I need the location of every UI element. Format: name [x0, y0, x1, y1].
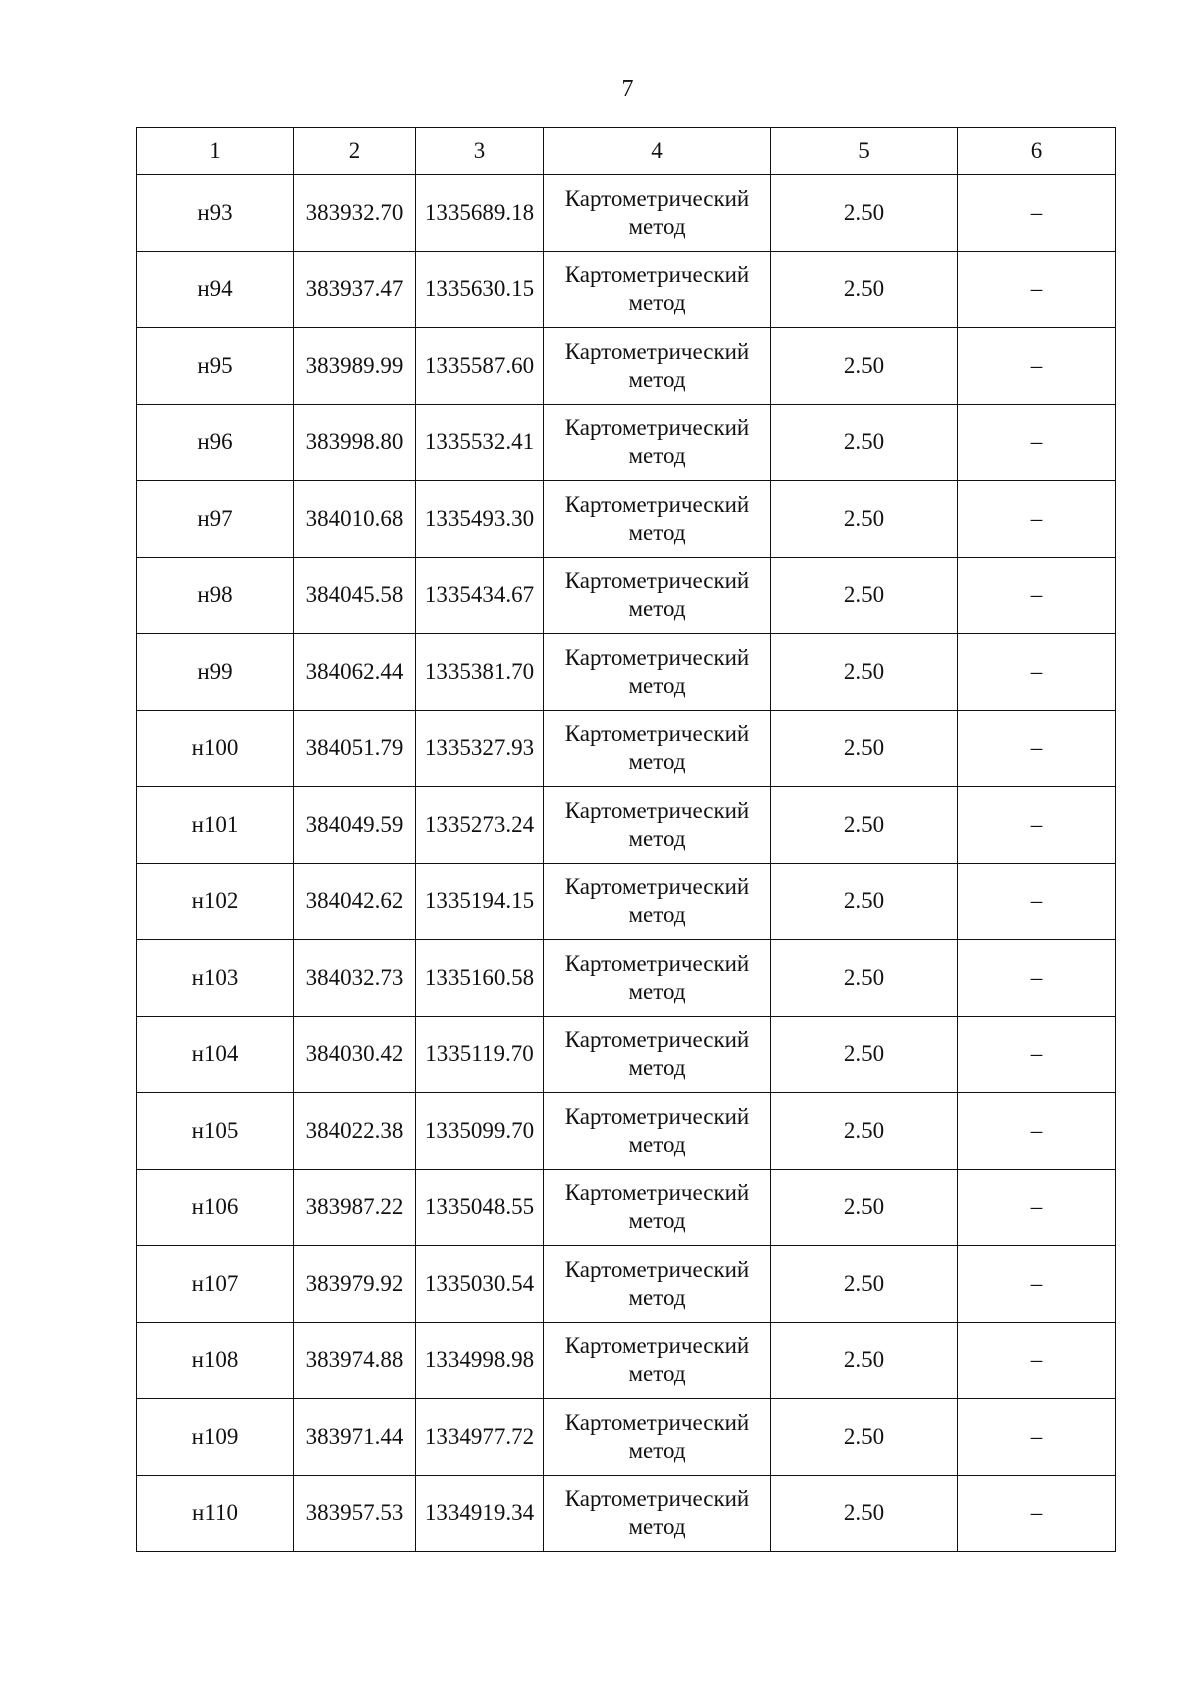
method-cell: Картометрический метод — [544, 787, 771, 864]
table-row — [137, 251, 1116, 328]
note-cell: – — [958, 1246, 1116, 1323]
method-cell: Картометрический метод — [544, 328, 771, 405]
point-cell: н100 — [137, 710, 294, 787]
point-cell: н99 — [137, 634, 294, 711]
accuracy-cell: 2.50 — [771, 634, 958, 711]
table-row — [137, 1246, 1116, 1323]
table-row — [137, 175, 1116, 252]
y-coordinate-cell: 1335689.18 — [416, 175, 544, 252]
accuracy-cell: 2.50 — [771, 175, 958, 252]
method-cell: Картометрический метод — [544, 404, 771, 481]
method-cell: Картометрический метод — [544, 1093, 771, 1170]
point-cell: н110 — [137, 1475, 294, 1552]
accuracy-cell: 2.50 — [771, 863, 958, 940]
point-cell: н95 — [137, 328, 294, 405]
x-coordinate-cell: 383957.53 — [294, 1475, 416, 1552]
y-coordinate-cell: 1335099.70 — [416, 1093, 544, 1170]
note-cell: – — [958, 863, 1116, 940]
table-row — [137, 1399, 1116, 1476]
table-row — [137, 710, 1116, 787]
table-row — [137, 1093, 1116, 1170]
method-cell: Картометрический метод — [544, 1246, 771, 1323]
column-header: 6 — [958, 128, 1116, 175]
y-coordinate-cell: 1335630.15 — [416, 251, 544, 328]
table-row — [137, 863, 1116, 940]
method-cell: Картометрический метод — [544, 481, 771, 558]
note-cell: – — [958, 787, 1116, 864]
x-coordinate-cell: 384010.68 — [294, 481, 416, 558]
method-cell: Картометрический метод — [544, 710, 771, 787]
accuracy-cell: 2.50 — [771, 328, 958, 405]
accuracy-cell: 2.50 — [771, 1093, 958, 1170]
method-cell: Картометрический метод — [544, 1399, 771, 1476]
x-coordinate-cell: 383987.22 — [294, 1169, 416, 1246]
y-coordinate-cell: 1335532.41 — [416, 404, 544, 481]
method-cell: Картометрический метод — [544, 1169, 771, 1246]
table-row — [137, 481, 1116, 558]
point-cell: н101 — [137, 787, 294, 864]
point-cell: н107 — [137, 1246, 294, 1323]
note-cell: – — [958, 251, 1116, 328]
table-row — [137, 940, 1116, 1017]
accuracy-cell: 2.50 — [771, 1475, 958, 1552]
point-cell: н108 — [137, 1322, 294, 1399]
table-row — [137, 1169, 1116, 1246]
note-cell: – — [958, 1169, 1116, 1246]
y-coordinate-cell: 1335030.54 — [416, 1246, 544, 1323]
table-row — [137, 1322, 1116, 1399]
y-coordinate-cell: 1335194.15 — [416, 863, 544, 940]
column-header: 5 — [771, 128, 958, 175]
point-cell: н94 — [137, 251, 294, 328]
point-cell: н103 — [137, 940, 294, 1017]
y-coordinate-cell: 1335434.67 — [416, 557, 544, 634]
method-cell: Картометрический метод — [544, 634, 771, 711]
y-coordinate-cell: 1335381.70 — [416, 634, 544, 711]
y-coordinate-cell: 1335493.30 — [416, 481, 544, 558]
note-cell: – — [958, 1475, 1116, 1552]
column-header: 1 — [137, 128, 294, 175]
table-row — [137, 557, 1116, 634]
x-coordinate-cell: 384032.73 — [294, 940, 416, 1017]
accuracy-cell: 2.50 — [771, 1246, 958, 1323]
table-row — [137, 404, 1116, 481]
note-cell: – — [958, 1093, 1116, 1170]
x-coordinate-cell: 384051.79 — [294, 710, 416, 787]
point-cell: н97 — [137, 481, 294, 558]
accuracy-cell: 2.50 — [771, 1169, 958, 1246]
x-coordinate-cell: 383937.47 — [294, 251, 416, 328]
accuracy-cell: 2.50 — [771, 251, 958, 328]
note-cell: – — [958, 1399, 1116, 1476]
method-cell: Картометрический метод — [544, 175, 771, 252]
y-coordinate-cell: 1335327.93 — [416, 710, 544, 787]
x-coordinate-cell: 383971.44 — [294, 1399, 416, 1476]
table-row — [137, 787, 1116, 864]
coordinates-table — [136, 127, 1116, 1552]
x-coordinate-cell: 384062.44 — [294, 634, 416, 711]
note-cell: – — [958, 634, 1116, 711]
method-cell: Картометрический метод — [544, 1016, 771, 1093]
accuracy-cell: 2.50 — [771, 787, 958, 864]
accuracy-cell: 2.50 — [771, 1016, 958, 1093]
y-coordinate-cell: 1334977.72 — [416, 1399, 544, 1476]
y-coordinate-cell: 1335160.58 — [416, 940, 544, 1017]
method-cell: Картометрический метод — [544, 557, 771, 634]
page-number: 7 — [621, 76, 634, 102]
column-header: 2 — [294, 128, 416, 175]
accuracy-cell: 2.50 — [771, 940, 958, 1017]
x-coordinate-cell: 383998.80 — [294, 404, 416, 481]
accuracy-cell: 2.50 — [771, 710, 958, 787]
point-cell: н109 — [137, 1399, 294, 1476]
method-cell: Картометрический метод — [544, 251, 771, 328]
method-cell: Картометрический метод — [544, 1322, 771, 1399]
note-cell: – — [958, 328, 1116, 405]
table-row — [137, 1475, 1116, 1552]
x-coordinate-cell: 383989.99 — [294, 328, 416, 405]
note-cell: – — [958, 940, 1116, 1017]
table-row — [137, 1016, 1116, 1093]
x-coordinate-cell: 383974.88 — [294, 1322, 416, 1399]
x-coordinate-cell: 384030.42 — [294, 1016, 416, 1093]
y-coordinate-cell: 1335273.24 — [416, 787, 544, 864]
method-cell: Картометрический метод — [544, 863, 771, 940]
point-cell: н93 — [137, 175, 294, 252]
table-row — [137, 634, 1116, 711]
method-cell: Картометрический метод — [544, 1475, 771, 1552]
point-cell: н98 — [137, 557, 294, 634]
point-cell: н105 — [137, 1093, 294, 1170]
note-cell: – — [958, 710, 1116, 787]
accuracy-cell: 2.50 — [771, 557, 958, 634]
y-coordinate-cell: 1335048.55 — [416, 1169, 544, 1246]
x-coordinate-cell: 383979.92 — [294, 1246, 416, 1323]
y-coordinate-cell: 1334998.98 — [416, 1322, 544, 1399]
accuracy-cell: 2.50 — [771, 404, 958, 481]
y-coordinate-cell: 1334919.34 — [416, 1475, 544, 1552]
point-cell: н102 — [137, 863, 294, 940]
note-cell: – — [958, 481, 1116, 558]
note-cell: – — [958, 404, 1116, 481]
accuracy-cell: 2.50 — [771, 1399, 958, 1476]
column-header: 3 — [416, 128, 544, 175]
x-coordinate-cell: 383932.70 — [294, 175, 416, 252]
point-cell: н96 — [137, 404, 294, 481]
accuracy-cell: 2.50 — [771, 1322, 958, 1399]
note-cell: – — [958, 175, 1116, 252]
note-cell: – — [958, 557, 1116, 634]
table-row — [137, 328, 1116, 405]
x-coordinate-cell: 384045.58 — [294, 557, 416, 634]
table-header-row — [137, 128, 1116, 175]
column-header: 4 — [544, 128, 771, 175]
accuracy-cell: 2.50 — [771, 481, 958, 558]
x-coordinate-cell: 384022.38 — [294, 1093, 416, 1170]
y-coordinate-cell: 1335119.70 — [416, 1016, 544, 1093]
x-coordinate-cell: 384042.62 — [294, 863, 416, 940]
note-cell: – — [958, 1322, 1116, 1399]
point-cell: н104 — [137, 1016, 294, 1093]
point-cell: н106 — [137, 1169, 294, 1246]
x-coordinate-cell: 384049.59 — [294, 787, 416, 864]
y-coordinate-cell: 1335587.60 — [416, 328, 544, 405]
method-cell: Картометрический метод — [544, 940, 771, 1017]
note-cell: – — [958, 1016, 1116, 1093]
